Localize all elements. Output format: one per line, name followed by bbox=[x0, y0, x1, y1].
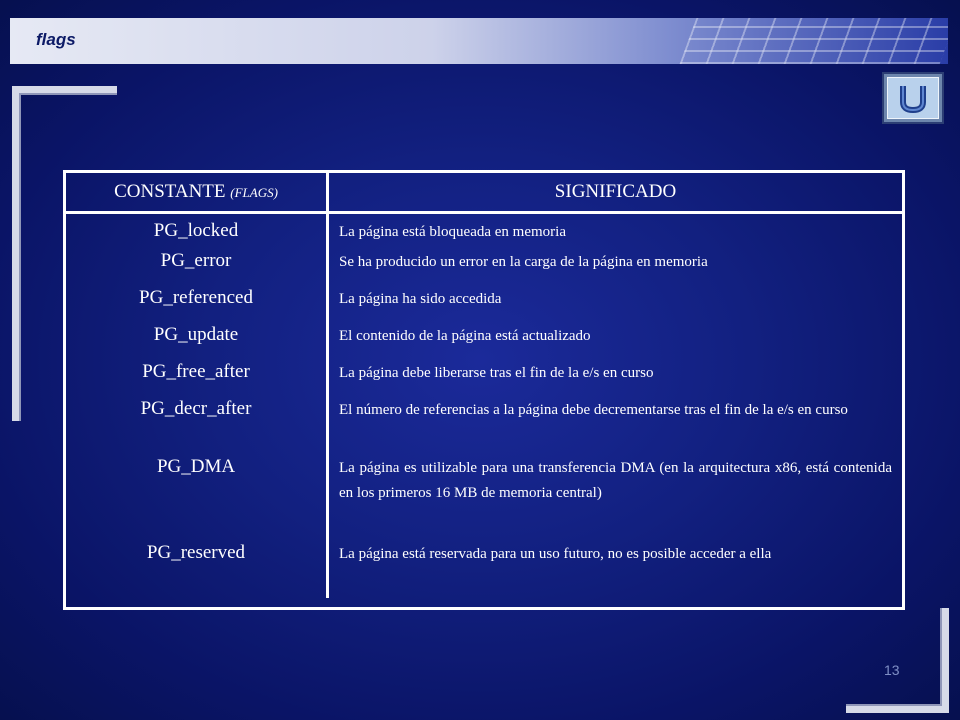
header-constant-sub: (FLAGS) bbox=[230, 185, 278, 200]
flag-description: La página debe liberarse tras el fin de la e/s en curso bbox=[339, 364, 654, 381]
table-row bbox=[66, 542, 902, 598]
page-number: 13 bbox=[884, 662, 900, 678]
table-row bbox=[66, 324, 902, 361]
flag-name: PG_DMA bbox=[66, 456, 328, 542]
table-row bbox=[66, 361, 902, 398]
flag-description: La página está bloqueada en memoria bbox=[339, 224, 566, 240]
table-row bbox=[66, 287, 902, 324]
flag-description: La página ha sido accedida bbox=[339, 290, 502, 307]
table-row bbox=[66, 456, 902, 542]
flag-name: PG_free_after bbox=[66, 361, 328, 398]
table-row bbox=[66, 398, 902, 456]
return-button-face bbox=[887, 77, 939, 119]
flag-description: El contenido de la página está actualizado bbox=[339, 327, 591, 344]
flag-name: PG_update bbox=[66, 324, 328, 361]
flag-name: PG_locked bbox=[66, 213, 328, 250]
table-row bbox=[66, 250, 902, 287]
frame-bracket-bottom-right bbox=[846, 608, 949, 713]
flag-name: PG_referenced bbox=[66, 287, 328, 324]
flags-table bbox=[63, 170, 905, 610]
title-bar-grid-decoration bbox=[680, 18, 948, 64]
flag-name: PG_error bbox=[66, 250, 328, 287]
slide-title: flags bbox=[36, 30, 76, 49]
return-button[interactable] bbox=[882, 72, 944, 124]
table-row bbox=[66, 213, 902, 250]
header-constant-label: CONSTANTE bbox=[114, 181, 226, 202]
flag-description: La página es utilizable para una transferencia DMA (en la arquitectura x86, está contenida en los primeros 16 MB de memoria central) bbox=[339, 459, 892, 501]
header-constant bbox=[66, 173, 328, 213]
flag-name: PG_reserved bbox=[66, 542, 328, 598]
title-bar bbox=[10, 18, 948, 64]
table-header-row bbox=[66, 173, 902, 213]
header-meaning: SIGNIFICADO bbox=[328, 173, 903, 213]
flag-description: El número de referencias a la página debe decrementarse tras el fin de la e/s en curso bbox=[339, 401, 848, 418]
u-turn-return-icon bbox=[895, 82, 931, 114]
flag-name: PG_decr_after bbox=[66, 398, 328, 456]
flag-description: La página está reservada para un uso futuro, no es posible acceder a ella bbox=[339, 545, 772, 562]
flag-description: Se ha producido un error en la carga de la página en memoria bbox=[339, 253, 708, 270]
